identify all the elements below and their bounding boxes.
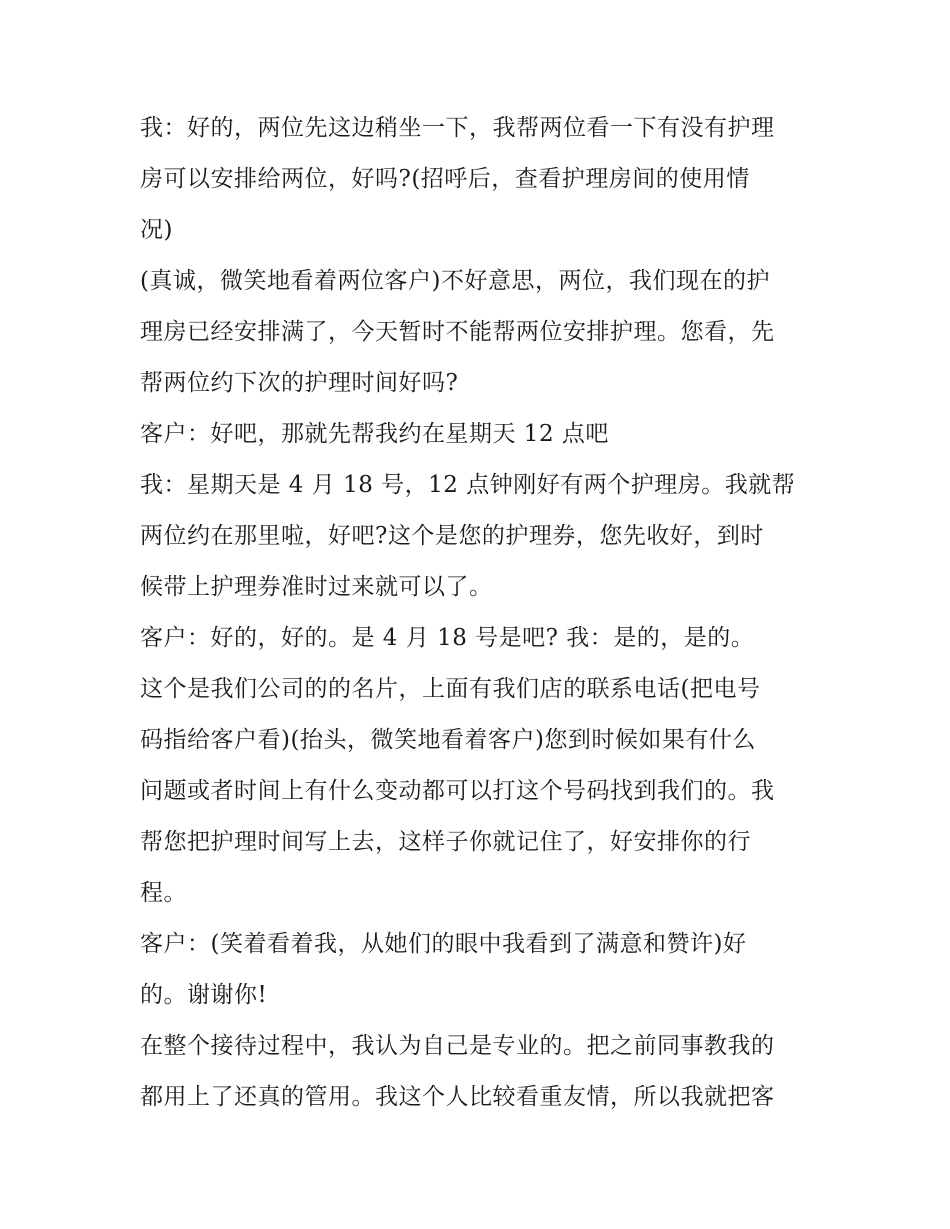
text-line: 都用上了还真的管用。我这个人比较看重友情，所以我就把客 [140, 1084, 775, 1110]
text-line: 的。谢谢你! [140, 982, 268, 1008]
document-body [140, 103, 820, 1123]
text-line: 在整个接待过程中，我认为自己是专业的。把之前同事教我的 [140, 1033, 775, 1059]
text-line: 客户：(笑着看着我，从她们的眼中我看到了满意和赞许)好 [140, 931, 747, 957]
text-line: 我：星期天是 4 月 18 号，12 点钟刚好有两个护理房。我就帮 [140, 472, 796, 498]
text-line: 这个是我们公司的的名片，上面有我们店的联系电话(把电号 [140, 676, 761, 702]
text-line: (真诚，微笑地看着两位客户)不好意思，两位，我们现在的护 [140, 268, 770, 294]
text-line: 程。 [140, 880, 187, 906]
text-line: 客户：好吧，那就先帮我约在星期天 12 点吧 [140, 421, 609, 447]
text-line: 理房已经安排满了，今天暂时不能帮两位安排护理。您看，先 [140, 319, 775, 345]
text-line: 两位约在那里啦，好吧?这个是您的护理券，您先收好，到时 [140, 523, 764, 549]
text-line: 我：好的，两位先这边稍坐一下，我帮两位看一下有没有护理 [140, 115, 775, 141]
text-line: 况) [140, 217, 173, 243]
text-line: 候带上护理券准时过来就可以了。 [140, 574, 493, 600]
text-line: 问题或者时间上有什么变动都可以打这个号码找到我们的。我 [140, 778, 775, 804]
text-line: 帮两位约下次的护理时间好吗? [140, 370, 459, 396]
text-line: 客户：好的，好的。是 4 月 18 号是吧? 我：是的，是的。 [140, 625, 755, 651]
text-line: 码指给客户看)(抬头，微笑地看着客户)您到时候如果有什么 [140, 727, 756, 753]
text-line: 帮您把护理时间写上去，这样子你就记住了，好安排你的行 [140, 829, 751, 855]
text-line: 房可以安排给两位，好吗?(招呼后，查看护理房间的使用情 [140, 166, 750, 192]
